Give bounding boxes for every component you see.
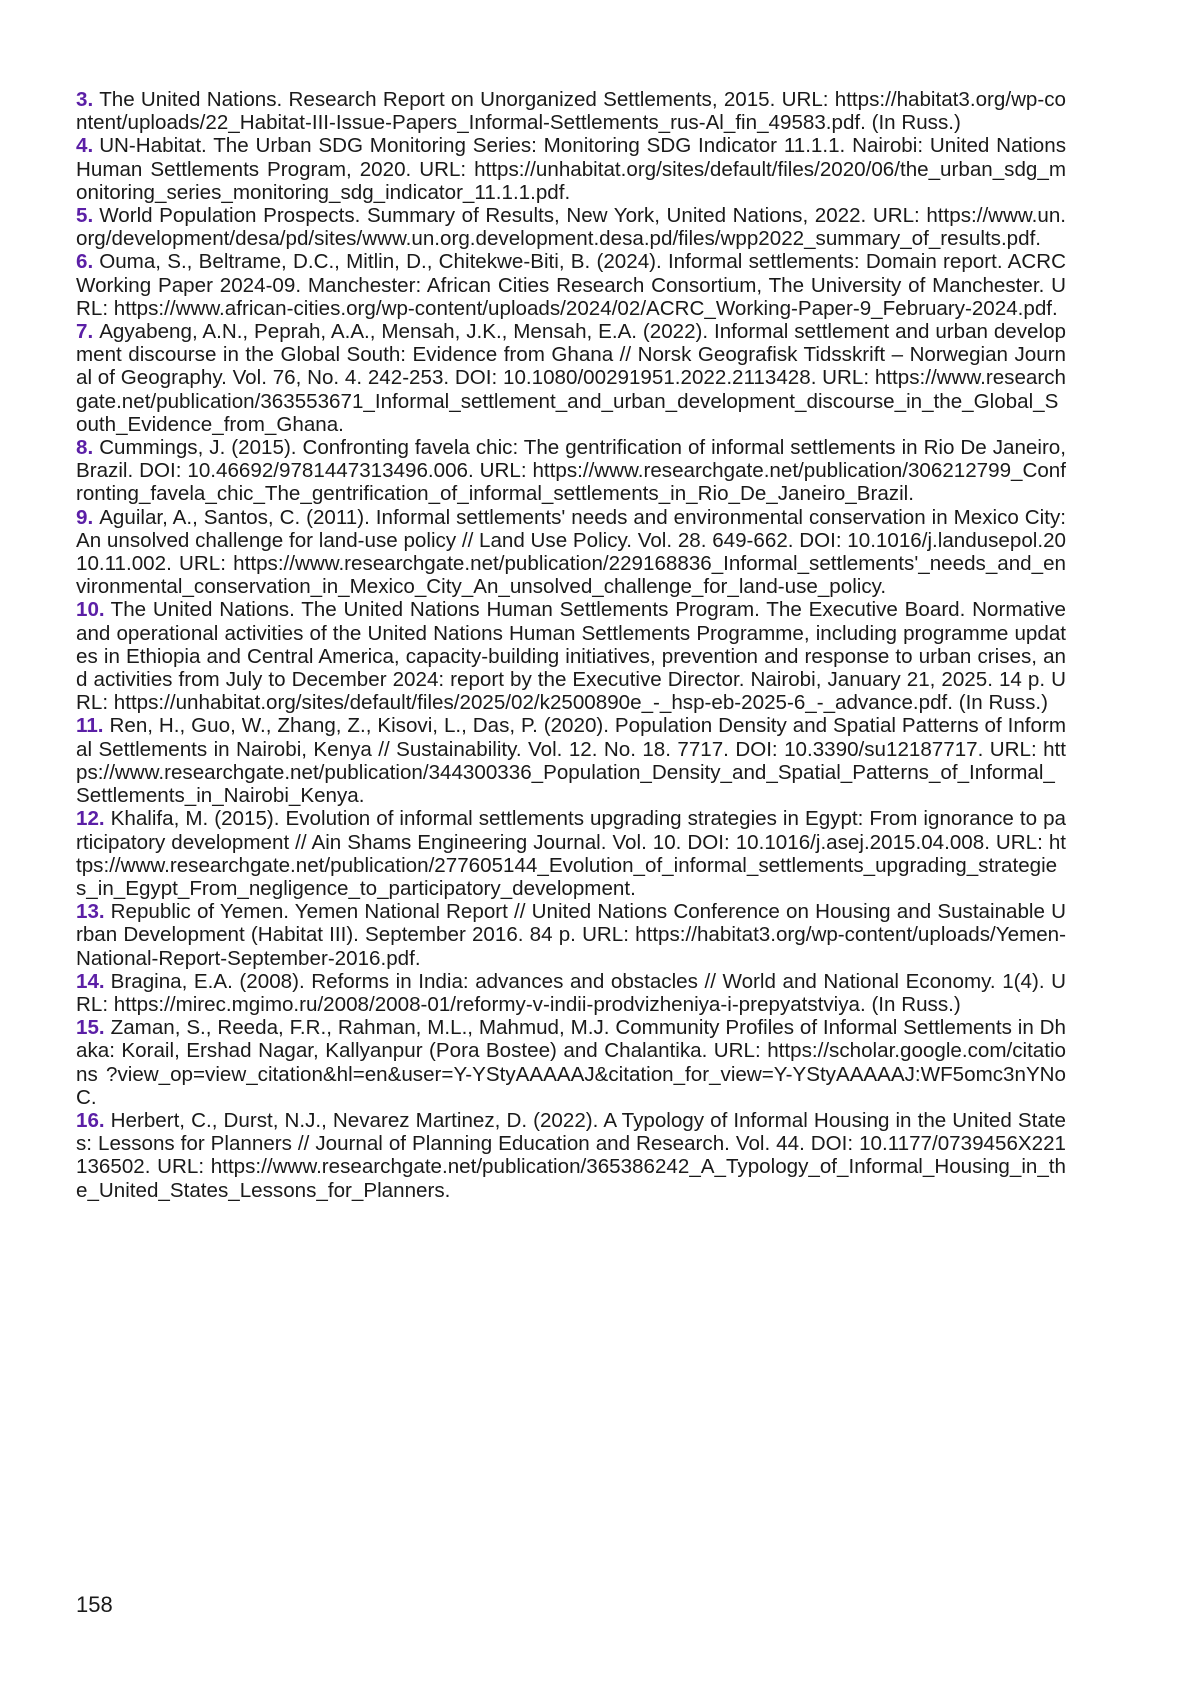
reference-text: Herbert, C., Durst, N.J., Nevarez Martinez, D. (2022). A Typology of Informal Housing in the United States: Lessons for Planners // Journal of Planning Education and Research. Vol. 44. DOI: 10.1177/0739456X221136502. URL: https://www.researchgate.net/publication/365386242_A_Typology_of_Informal_Housing_in_the_United_States_Lessons_for_Planners. xyxy=(76,1109,1066,1202)
reference-number: 6. xyxy=(76,250,93,273)
reference-number: 3. xyxy=(76,88,93,111)
reference-number: 4. xyxy=(76,134,93,157)
reference-list xyxy=(76,88,1066,1202)
reference-number: 13. xyxy=(76,900,105,923)
reference-item xyxy=(76,88,1066,134)
reference-text: Bragina, E.A. (2008). Reforms in India: advances and obstacles // World and National Economy. 1(4). URL: https://mirec.mgimo.ru/2008/2008-01/reformy-v-indii-prodvizheniya-i-prepyatstviya. (In Russ.) xyxy=(76,970,1066,1016)
reference-item xyxy=(76,970,1066,1016)
reference-item xyxy=(76,204,1066,250)
reference-item xyxy=(76,320,1066,436)
reference-item xyxy=(76,900,1066,970)
reference-item xyxy=(76,250,1066,320)
reference-number: 10. xyxy=(76,598,105,621)
reference-text: Republic of Yemen. Yemen National Report // United Nations Conference on Housing and Sustainable Urban Development (Habitat III). September 2016. 84 p. URL: https://habitat3.org/wp-content/uploads/Yemen-National-Report-September-2016.pdf. xyxy=(76,900,1066,969)
reference-item xyxy=(76,436,1066,506)
reference-text: Zaman, S., Reeda, F.R., Rahman, M.L., Mahmud, M.J. Community Profiles of Informal Settlements in Dhaka: Korail, Ershad Nagar, Kallyanpur (Pora Bostee) and Chalantika. URL: https://scholar.google.com/citations ?view_op=view_citation&hl=en&user=Y-YStyAAAAAJ&citation_for_view=Y-YStyAAAAAJ:WF5omc3nYNoC. xyxy=(76,1016,1066,1109)
reference-text: Ren, H., Guo, W., Zhang, Z., Kisovi, L., Das, P. (2020). Population Density and Spatial Patterns of Informal Settlements in Nairobi, Kenya // Sustainability. Vol. 12. No. 18. 7717. DOI: 10.3390/su12187717. URL: https://www.researchgate.net/publication/344300336_Population_Density_and_Spatial_Patterns_of_Informal_Settlements_in_Nairobi_Kenya. xyxy=(76,714,1066,807)
reference-text: Ouma, S., Beltrame, D.C., Mitlin, D., Chitekwe-Biti, B. (2024). Informal settlements: Domain report. ACRC Working Paper 2024-09. Manchester: African Cities Research Consortium, The University of Manchester. URL: https://www.african-cities.org/wp-content/uploads/2024/02/ACRC_Working-Paper-9_February-2024.pdf. xyxy=(76,250,1066,319)
reference-item xyxy=(76,807,1066,900)
reference-item xyxy=(76,1016,1066,1109)
reference-item xyxy=(76,134,1066,204)
reference-number: 16. xyxy=(76,1109,105,1132)
reference-number: 9. xyxy=(76,506,93,529)
reference-number: 7. xyxy=(76,320,93,343)
reference-number: 11. xyxy=(76,714,104,737)
page-number: 158 xyxy=(76,1592,113,1618)
reference-text: Khalifa, M. (2015). Evolution of informal settlements upgrading strategies in Egypt: From ignorance to participatory development // Ain Shams Engineering Journal. Vol. 10. DOI: 10.1016/j.asej.2015.04.008. URL: https://www.researchgate.net/publication/277605144_Evolution_of_informal_settlements_upgrading_strategies_in_Egypt_From_negligence_to_participatory_development. xyxy=(76,807,1066,900)
reference-item xyxy=(76,598,1066,714)
reference-text: Aguilar, A., Santos, C. (2011). Informal settlements' needs and environmental conservation in Mexico City: An unsolved challenge for land-use policy // Land Use Policy. Vol. 28. 649-662. DOI: 10.1016/j.landusepol.2010.11.002. URL: https://www.researchgate.net/publication/229168836_Informal_settlements'_needs_and_environmental_conservation_in_Mexico_City_An_unsolved_challenge_for_land-use_policy. xyxy=(76,506,1066,599)
reference-number: 5. xyxy=(76,204,93,227)
reference-number: 15. xyxy=(76,1016,105,1039)
reference-number: 8. xyxy=(76,436,93,459)
reference-text: UN-Habitat. The Urban SDG Monitoring Series: Monitoring SDG Indicator 11.1.1. Nairobi: United Nations Human Settlements Program, 2020. URL: https://unhabitat.org/sites/default/files/2020/06/the_urban_sdg_monitoring_series_monitoring_sdg_indicator_11.1.1.pdf. xyxy=(76,134,1066,203)
reference-text: The United Nations. Research Report on Unorganized Settlements, 2015. URL: https://habitat3.org/wp-content/uploads/22_Habitat-III-Issue-Papers_Informal-Settlements_rus-Al_fin_49583.pdf. (In Russ.) xyxy=(76,88,1066,134)
reference-number: 14. xyxy=(76,970,105,993)
reference-text: Cummings, J. (2015). Confronting favela chic: The gentrification of informal settlements in Rio De Janeiro, Brazil. DOI: 10.46692/9781447313496.006. URL: https://www.researchgate.net/publication/306212799_Confronting_favela_chic_The_gentrification_of_informal_settlements_in_Rio_De_Janeiro_Brazil. xyxy=(76,436,1066,505)
references-section xyxy=(76,88,1066,1202)
reference-text: Agyabeng, A.N., Peprah, A.A., Mensah, J.K., Mensah, E.A. (2022). Informal settlement and urban development discourse in the Global South: Evidence from Ghana // Norsk Geografisk Tidsskrift – Norwegian Journal of Geography. Vol. 76, No. 4. 242-253. DOI: 10.1080/00291951.2022.2113428. URL: https://www.researchgate.net/publication/363553671_Informal_settlement_and_urban_development_discourse_in_the_Global_South_Evidence_from_Ghana. xyxy=(76,320,1066,436)
reference-item xyxy=(76,714,1066,807)
reference-number: 12. xyxy=(76,807,105,830)
reference-text: The United Nations. The United Nations Human Settlements Program. The Executive Board. Normative and operational activities of the United Nations Human Settlements Programme, including programme updates in Ethiopia and Central America, capacity-building initiatives, prevention and response to urban crises, and activities from July to December 2024: report by the Executive Director. Nairobi, January 21, 2025. 14 p. URL: https://unhabitat.org/sites/default/files/2025/02/k2500890e_-_hsp-eb-2025-6_-_advance.pdf. (In Russ.) xyxy=(76,598,1066,714)
reference-item xyxy=(76,506,1066,599)
reference-item xyxy=(76,1109,1066,1202)
reference-text: World Population Prospects. Summary of Results, New York, United Nations, 2022. URL: https://www.un.org/development/desa/pd/sites/www.un.org.development.desa.pd/files/wpp2022_summary_of_results.pdf. xyxy=(76,204,1066,250)
